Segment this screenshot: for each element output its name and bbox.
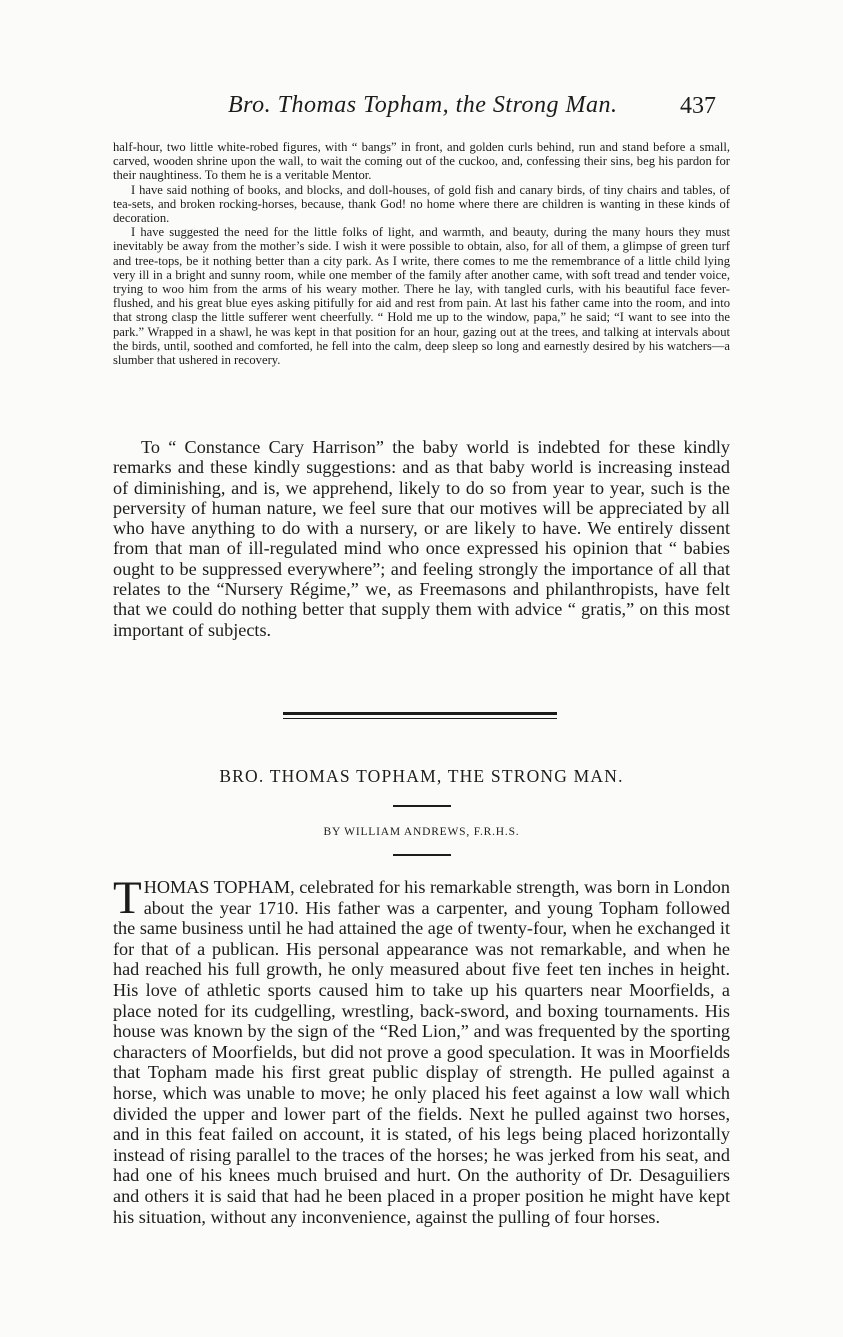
quoted-passage <box>113 140 730 367</box>
quote-paragraph: half-hour, two little white-robed figures, with “ bangs” in front, and golden curls behind, run and stand before a small, carved, wooden shrine upon the wall, to wait the coming out of the cuckoo, and, confessing their sins, beg his pardon for their naughtiness. To them he is a veritable Mentor. <box>113 140 730 183</box>
article-title: BRO. THOMAS TOPHAM, THE STRONG MAN. <box>219 766 624 786</box>
section-divider-top <box>283 712 557 715</box>
drop-cap: T <box>113 872 142 924</box>
article-body <box>113 872 730 1227</box>
page-number: 437 <box>680 93 716 119</box>
quote-paragraph: I have suggested the need for the little folks of light, and warmth, and beauty, during the many hours they must inevitably be away from the mother’s side. I wish it were possible to obtain, also, for all of them, a glimpse of green turf and tree-tops, be it nothing better than a city park. As I write, there comes to me the remembrance of a little child lying very ill in a bright and sunny room, while one member of the family after another came, with soft tread and tender voice, trying to woo him from the arms of his weary mother. There he lay, with tangled curls, with his beautiful face fever-flushed, and his great blue eyes asking pitifully for aid and rest from pain. At last his father came into the room, and into that strong clasp the little sufferer went cheerfully. “ Hold me up to the window, papa,” he said; “I want to see into the park.” Wrapped in a shawl, he was kept in that position for an hour, gazing out at the trees, and talking at intervals about the birds, until, soothed and comforted, he fell into the calm, deep sleep so long and earnestly desired by his watchers—a slumber that ushered in recovery. <box>113 225 730 368</box>
running-head: Bro. Thomas Topham, the Strong Man. <box>228 92 618 118</box>
byline-rule <box>393 854 451 856</box>
closing-paragraph: To “ Constance Cary Harrison” the baby world is indebted for these kindly remarks and these kindly suggestions: and as that baby world is increasing instead of diminishing, and is, we apprehend, likely to do so from year to year, such is the perversity of human nature, we feel sure that our motives will be appreciated by all who have anything to do with a nursery, or are likely to have. We entirely dissent from that man of ill-regulated mind who once expressed his opinion that “ babies ought to be suppressed everywhere”; and feeling strongly the importance of all that relates to the “Nursery Régime,” we, as Freemasons and philanthropists, have felt that we could do nothing better that supply them with advice “ gratis,” on this most important of subjects. <box>113 437 730 640</box>
quote-paragraph: I have said nothing of books, and blocks, and doll-houses, of gold fish and canary birds, of tiny chairs and tables, of tea-sets, and broken rocking-horses, because, thank God! no home where there are children is wanting in these kinds of decoration. <box>113 182 730 226</box>
byline: BY WILLIAM ANDREWS, F.R.H.S. <box>323 826 520 838</box>
article-body-text: HOMAS TOPHAM, celebrated for his remarkable strength, was born in London about the year 1710. His father was a carpenter, and young Topham followed the same business until he had attained the age of twenty-four, when he exchanged it for that of a publican. His personal appearance was not remarkable, and when he had reached his full growth, he only measured about five feet ten inches in height. His love of athletic sports caused him to take up his quarters near Moorfields, a place noted for its cudgelling, wrestling, back-sword, and boxing tournaments. His house was known by the sign of the “Red Lion,” and was frequented by the sporting characters of Moorfields, but did not prove a good speculation. It was in Moorfields that Topham made his first great public display of strength. He pulled against a horse, which was unable to move; he only placed his feet against a low wall which divided the upper and lower part of the fields. Next he pulled against two horses, and in this feat failed on account, it is stated, of his legs being placed horizontally instead of rising parallel to the traces of the horses; he was jerked from his seat, and had one of his knees much bruised and hurt. On the authority of Dr. Desaguiliers and others it is said that had he been placed in a proper position he might have kept his situation, without any inconvenience, against the pulling of four horses. <box>113 877 730 1227</box>
title-rule <box>393 805 451 807</box>
section-divider-bottom <box>283 718 557 719</box>
